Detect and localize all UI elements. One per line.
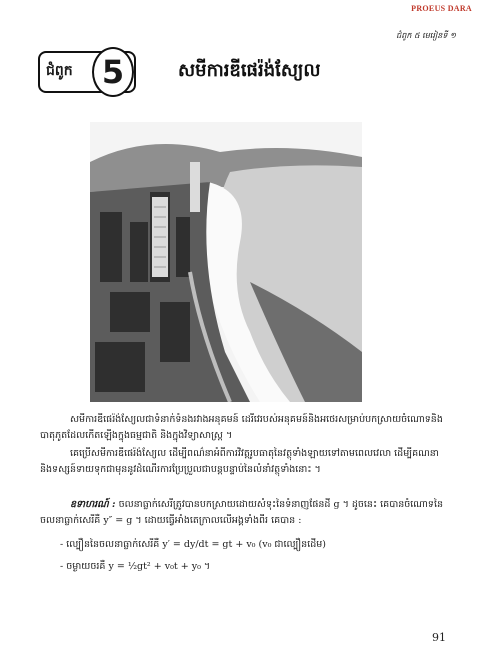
chapter-word: ជំពូក xyxy=(46,63,73,79)
list-item-distance: - ចម្ងាយចរគឺ y = ½gt² + v₀t + y₀ ។ xyxy=(60,561,211,572)
brand-label: PROEUS DARA xyxy=(411,4,472,13)
example-text: ចលនាធ្លាក់សេរីត្រូវបានបកស្រាយដោយសំទុះនៃទំនាញផែនដី g ។ ដូចនេះ គេបានចំណោទនៃចលនាធ្លាក់សេរីគឺ y″ = g ។ ដោយធ្វើអាំងតេក្រាលលើអង្គទាំងពីរ គេបាន : xyxy=(40,499,443,526)
running-header: ជំពូក ៥ មេរៀនទី ១ xyxy=(396,31,456,40)
page-number: 91 xyxy=(432,631,446,644)
paragraph-1: សមីការឌីផេរ៉ង់ស្យែលជាទំនាក់ទំនងរវាងអនុគមន៍ ដេរីវេរបស់អនុគមន៍និងអថេរសម្រាប់បកស្រាយចំណោទនិងបាតុភូតដែលកើតឡើងក្នុងធម្មជាតិ និងក្នុងវិទ្យាសាស្ត្រ ។ xyxy=(40,414,443,441)
paragraph-2: គេប្រើសមីការឌីផេរ៉ង់ស្យែល ដើម្បីពណ៌នាអំពីការវិវត្តរូបធាតុនៃវត្ថុទាំងឡាយទៅតាមពេលវេលា ដើម្បីគណនានិងទស្សន៍ទាយទុកជាមុននូវដំណើរការប្រែប្រួលជាបន្តបន្ទាប់នៃលំនាំវត្ថុទាំងនោះ ។ xyxy=(40,448,439,475)
chapter-number: 5 xyxy=(92,47,134,97)
list-item-velocity: - ល្បឿននៃចលនាធ្លាក់សេរីគឺ y′ = dy/dt = gt + v₀ (v₀ ជាល្បឿនដើម) xyxy=(60,539,326,550)
chapter-heading-box xyxy=(38,51,136,93)
example-label: ឧទាហរណ៍ : xyxy=(70,499,116,510)
chapter-title: សមីការឌីផេរ៉ង់ស្យែល xyxy=(178,60,321,81)
tsunami-photo xyxy=(90,122,362,402)
example-paragraph xyxy=(40,497,444,529)
